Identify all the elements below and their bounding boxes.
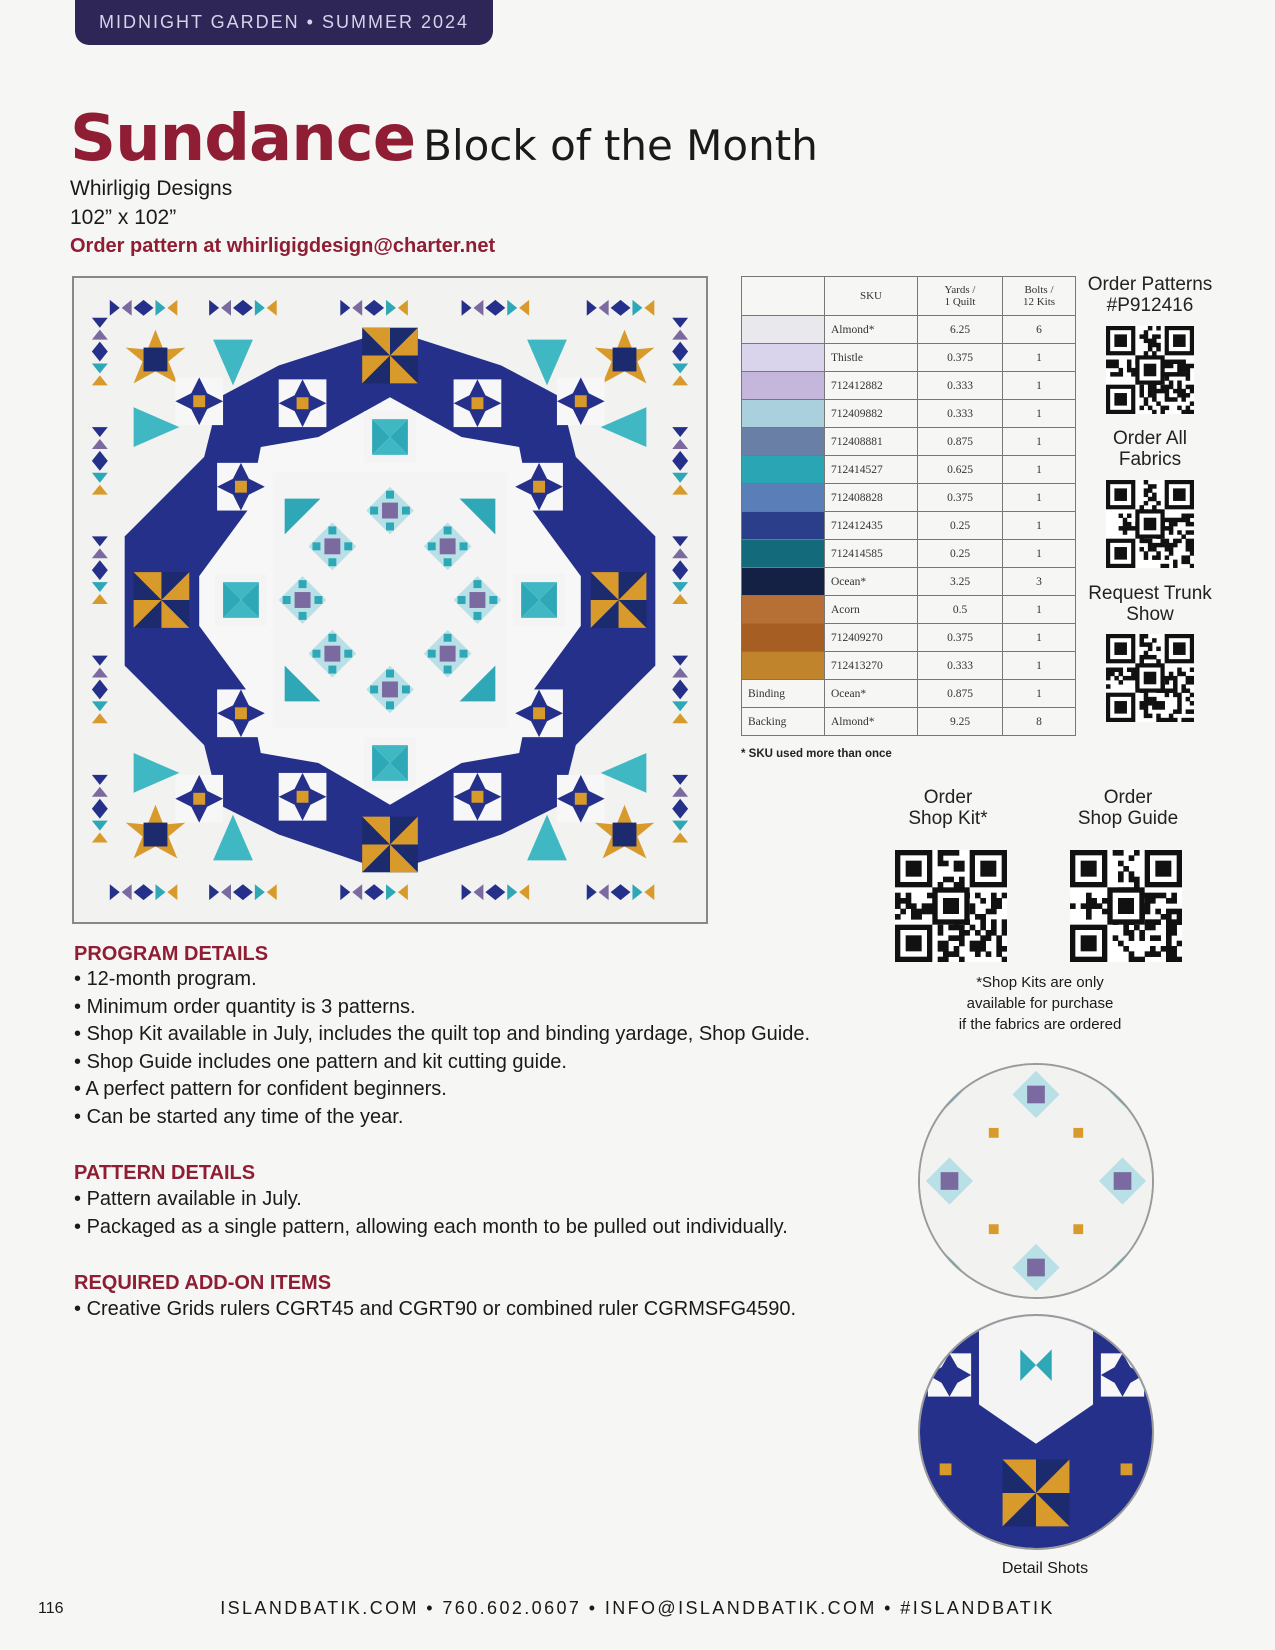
addon-items-list (74, 1296, 796, 1324)
table-row (742, 680, 1076, 708)
table-row (742, 596, 1076, 624)
cell-bolts: 3 (1003, 568, 1076, 596)
table-row (742, 428, 1076, 456)
designer-name: Whirligig Designs (70, 177, 233, 200)
cell-sku: Ocean* (825, 680, 918, 708)
fabric-swatch (742, 568, 825, 596)
trunk-show-label: Request Trunk Show (1088, 583, 1212, 625)
cell-bolts: 1 (1003, 456, 1076, 484)
table-row (742, 344, 1076, 372)
quilt-image (72, 276, 708, 924)
cell-sku: 712412882 (825, 372, 918, 400)
addon-items-heading: REQUIRED ADD-ON ITEMS (74, 1272, 332, 1294)
cell-sku: 712412435 (825, 512, 918, 540)
table-row (742, 484, 1076, 512)
sku-header: SKU (825, 277, 918, 316)
fabric-swatch (742, 372, 825, 400)
table-row (742, 624, 1076, 652)
fabric-swatch (742, 540, 825, 568)
table-row (742, 512, 1076, 540)
footer-contact: ISLANDBATIK.COM • 760.602.0607 • INFO@ISLANDBATIK.COM • #ISLANDBATIK (220, 1598, 1055, 1618)
cell-bolts: 1 (1003, 596, 1076, 624)
fabric-swatch (742, 316, 825, 344)
fabric-swatch (742, 344, 825, 372)
pattern-details-list (74, 1186, 788, 1241)
table-row (742, 568, 1076, 596)
bolts-header: Bolts / 12 Kits (1003, 277, 1076, 316)
table-header-row (742, 277, 1076, 316)
list-item: • 12-month program. (74, 966, 810, 994)
quilt-size: 102” x 102” (70, 206, 177, 229)
program-details-heading: PROGRAM DETAILS (74, 943, 269, 965)
cell-bolts: 1 (1003, 484, 1076, 512)
pattern-details-heading: PATTERN DETAILS (74, 1162, 256, 1184)
cell-bolts: 1 (1003, 428, 1076, 456)
cell-bolts: 1 (1003, 344, 1076, 372)
cell-bolts: 1 (1003, 400, 1076, 428)
fabric-requirements-table (741, 276, 1076, 736)
cell-sku: 712414585 (825, 540, 918, 568)
cell-yards: 0.333 (918, 400, 1003, 428)
title-main: Sundance (70, 102, 416, 176)
detail-shot-1 (918, 1063, 1154, 1299)
cell-bolts: 1 (1003, 512, 1076, 540)
order-fabrics-qr-icon[interactable] (1106, 480, 1194, 568)
shop-guide-label: Order Shop Guide (1077, 787, 1179, 829)
cell-yards: 0.875 (918, 680, 1003, 708)
cell-yards: 6.25 (918, 316, 1003, 344)
cell-sku: 712409882 (825, 400, 918, 428)
cell-yards: 9.25 (918, 708, 1003, 736)
shop-kit-label: Order Shop Kit* (908, 787, 988, 829)
cell-yards: 0.333 (918, 372, 1003, 400)
cell-yards: 3.25 (918, 568, 1003, 596)
order-patterns-qr-icon[interactable] (1106, 326, 1194, 414)
cell-bolts: 1 (1003, 680, 1076, 708)
fabric-swatch (742, 624, 825, 652)
list-item: • Minimum order quantity is 3 patterns. (74, 994, 810, 1022)
page-number: 116 (38, 1600, 64, 1617)
order-fabrics-label: Order All Fabrics (1113, 428, 1187, 470)
list-item: • Creative Grids rulers CGRT45 and CGRT90 or combined ruler CGRMSFG4590. (74, 1296, 796, 1324)
cell-bolts: 8 (1003, 708, 1076, 736)
table-row (742, 400, 1076, 428)
fabric-swatch (742, 400, 825, 428)
trunk-show-qr-icon[interactable] (1106, 634, 1194, 722)
shop-guide-qr-icon[interactable] (1070, 850, 1182, 962)
table-row (742, 372, 1076, 400)
order-pattern-link[interactable]: Order pattern at whirligigdesign@charter.net (70, 235, 496, 257)
cell-bolts: 1 (1003, 372, 1076, 400)
sku-footnote: * SKU used more than once (741, 748, 892, 760)
fabric-swatch (742, 512, 825, 540)
cell-bolts: 1 (1003, 624, 1076, 652)
fabric-swatch (742, 652, 825, 680)
cell-sku: Acorn (825, 596, 918, 624)
detail-shots-caption: Detail Shots (1001, 1560, 1089, 1577)
cell-yards: 0.375 (918, 484, 1003, 512)
yards-header: Yards / 1 Quilt (918, 277, 1003, 316)
cell-sku: 712409270 (825, 624, 918, 652)
list-item: • A perfect pattern for confident beginners. (74, 1076, 810, 1104)
fabric-swatch (742, 596, 825, 624)
table-row (742, 540, 1076, 568)
cell-sku: 712408828 (825, 484, 918, 512)
cell-yards: 0.333 (918, 652, 1003, 680)
cell-yards: 0.25 (918, 540, 1003, 568)
title-sub: Block of the Month (423, 121, 818, 170)
header-banner: MIDNIGHT GARDEN • SUMMER 2024 (75, 0, 493, 45)
table-row (742, 708, 1076, 736)
swatch-header (742, 277, 825, 316)
cell-yards: 0.5 (918, 596, 1003, 624)
cell-yards: 0.875 (918, 428, 1003, 456)
list-item: • Pattern available in July. (74, 1186, 788, 1214)
cell-yards: 0.625 (918, 456, 1003, 484)
row-label: Backing (742, 708, 825, 736)
cell-sku: Thistle (825, 344, 918, 372)
cell-sku: Almond* (825, 708, 918, 736)
table-row (742, 652, 1076, 680)
cell-sku: Almond* (825, 316, 918, 344)
shop-kit-qr-icon[interactable] (895, 850, 1007, 962)
fabric-swatch (742, 428, 825, 456)
cell-sku: 712414527 (825, 456, 918, 484)
detail-shot-2 (918, 1314, 1154, 1550)
table-row (742, 456, 1076, 484)
cell-yards: 0.375 (918, 344, 1003, 372)
list-item: • Packaged as a single pattern, allowing each month to be pulled out individually. (74, 1214, 788, 1242)
cell-sku: Ocean* (825, 568, 918, 596)
page-title (70, 102, 818, 176)
fabric-swatch (742, 484, 825, 512)
program-details-list (74, 966, 810, 1131)
shop-kit-note: *Shop Kits are only available for purchase if the fabrics are ordered (958, 974, 1122, 1033)
cell-bolts: 6 (1003, 316, 1076, 344)
list-item: • Shop Guide includes one pattern and kit cutting guide. (74, 1049, 810, 1077)
cell-sku: 712413270 (825, 652, 918, 680)
table-row (742, 316, 1076, 344)
cell-bolts: 1 (1003, 652, 1076, 680)
list-item: • Can be started any time of the year. (74, 1104, 810, 1132)
cell-bolts: 1 (1003, 540, 1076, 568)
cell-yards: 0.375 (918, 624, 1003, 652)
list-item: • Shop Kit available in July, includes the quilt top and binding yardage, Shop Guide. (74, 1021, 810, 1049)
order-patterns-label: Order Patterns #P912416 (1087, 274, 1213, 316)
row-label: Binding (742, 680, 825, 708)
cell-yards: 0.25 (918, 512, 1003, 540)
cell-sku: 712408881 (825, 428, 918, 456)
fabric-swatch (742, 456, 825, 484)
